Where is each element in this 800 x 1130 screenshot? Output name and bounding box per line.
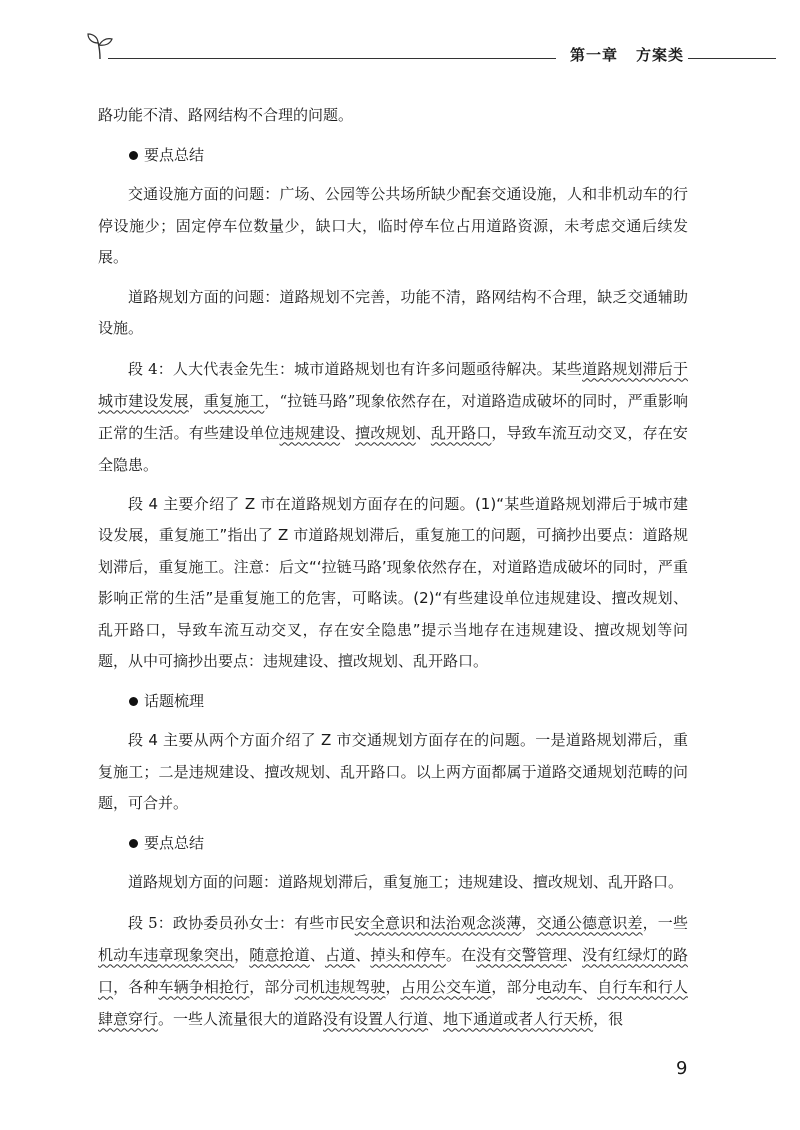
chapter-title: [570, 44, 684, 65]
wavy-underlined-phrase: 交通公德意识差: [536, 913, 643, 932]
wavy-underlined-phrase: 没有交警管理: [476, 945, 568, 964]
paragraph-7: 道路规划方面的问题：道路规划滞后，重复施工；违规建设、擅改规划、乱开路口。: [128, 873, 684, 891]
wavy-underlined-phrase: 违规建设: [279, 423, 341, 442]
wavy-underlined-phrase: 电动车: [536, 977, 583, 996]
quoted-paragraph-5: [98, 907, 688, 1035]
quote-text: 、: [355, 945, 371, 964]
wavy-underlined-phrase: 道路规划滞后于城市建设发展: [98, 359, 688, 410]
quote-text: ，“拉链马路”现象依然存在，对道路造成破坏的同时，严重影响正常的生活。有些建设单位: [98, 391, 688, 442]
section-label: 方案类: [636, 46, 685, 64]
quote-text: ，部分: [249, 977, 295, 996]
bullet-icon: [129, 839, 138, 848]
wavy-underlined-phrase: 重复施工: [203, 391, 265, 410]
wavy-underlined-phrase: 自行车和行人肆意穿行: [98, 977, 688, 1028]
wavy-underlined-phrase: 车辆争相抢行: [158, 977, 250, 996]
quote-text: ，: [521, 913, 537, 932]
paragraph-6: 段 4 主要从两个方面介绍了 Z 市交通规划方面存在的问题。一是道路规划滞后，重复施工；二是违规建设、擅改规划、乱开路口。以上两方面都属于道路交通规划范畴的问题，可合并。: [98, 731, 688, 812]
quote-text: ，导致车流互动交叉，存在安全隐患。: [98, 423, 688, 474]
quote-text: 。在: [446, 945, 477, 964]
quote-text: ，各种: [113, 977, 159, 996]
quote-text: ，部分: [491, 977, 537, 996]
wavy-underlined-phrase: 机动车违章现象突出: [98, 945, 235, 964]
quote-text: 段 4：人大代表金先生：城市道路规划也有许多问题亟待解决。某些: [128, 359, 583, 378]
section-heading-topic: [98, 686, 688, 718]
paragraph-3: 道路规划方面的问题：道路规划不完善，功能不清，路网结构不合理，缺乏交通辅助设施。: [98, 287, 688, 337]
quote-text: 、: [415, 423, 431, 442]
quote-text: 、: [428, 1009, 444, 1028]
heading-text: 话题梳理: [144, 691, 205, 710]
header-rule-left: [108, 58, 556, 59]
quote-text: 、: [309, 945, 325, 964]
wavy-underlined-phrase: 占用公交车道: [400, 977, 492, 996]
quote-text: 。一些人流量很大的道路: [158, 1009, 324, 1028]
quote-text: ，: [385, 977, 401, 996]
bullet-icon: [129, 151, 138, 160]
quote-text: ，一些: [642, 913, 688, 932]
paragraph-1: 路功能不清、路网结构不合理的问题。: [98, 106, 354, 124]
quote-text: ，很: [593, 1009, 624, 1028]
wavy-underlined-phrase: 没有设置人行道: [323, 1009, 429, 1028]
wavy-underlined-phrase: 掉头和停车: [370, 945, 446, 964]
quoted-paragraph-4: [98, 353, 688, 481]
wavy-underlined-phrase: 司机违规驾驶: [294, 977, 386, 996]
quote-text: ，: [234, 945, 250, 964]
wavy-underlined-phrase: 占道: [324, 945, 356, 964]
quote-text: 段 5：政协委员孙女士：有些市民: [128, 913, 355, 932]
page-number: 9: [676, 1058, 688, 1079]
chapter-label: 第一章: [570, 46, 619, 64]
heading-text: 要点总结: [144, 145, 205, 164]
quote-text: 、: [567, 945, 583, 964]
running-header: [86, 30, 776, 70]
wavy-underlined-phrase: 随意抢道: [249, 945, 310, 964]
paragraph-5: 段 4 主要介绍了 Z 市在道路规划方面存在的问题。(1)“某些道路规划滞后于城市建设发展，重复施工”指出了 Z 市道路规划滞后，重复施工的问题，可摘抄出要点：道路规划滞后，重复施工。注意：后文“‘拉链马路’现象依然存在，对道路造成破坏的同时，严重影响正常的生活”是重复施工的危害，可略读。(2)“有些建设单位违规建设、擅改规划、乱开路口，导致车流互动交叉，存在安全隐患”提示当地存在违规建设、擅改规划等问题，从中可摘抄出要点：违规建设、擅改规划、乱开路口。: [98, 494, 688, 670]
bullet-icon: [129, 697, 138, 706]
wavy-underlined-phrase: 擅改规划: [355, 423, 416, 442]
section-heading-summary-1: [98, 140, 688, 172]
quote-text: ，: [188, 391, 204, 410]
header-rule-right: [688, 58, 776, 59]
heading-text: 要点总结: [144, 833, 205, 852]
section-heading-summary-2: [98, 828, 688, 860]
page-body: [98, 100, 688, 1043]
sprout-leaf-icon: [86, 30, 114, 60]
paragraph-2: 交通设施方面的问题：广场、公园等公共场所缺少配套交通设施，人和非机动车的行停设施少；固定停车位数量少，缺口大，临时停车位占用道路资源，未考虑交通后续发展。: [98, 185, 688, 266]
wavy-underlined-phrase: 乱开路口: [430, 423, 492, 442]
quote-text: 、: [582, 977, 598, 996]
wavy-underlined-phrase: 安全意识和法治观念淡薄: [354, 913, 522, 932]
wavy-underlined-phrase: 地下通道或者人行天桥: [443, 1009, 594, 1028]
wavy-underlined-phrase: 没有红绿灯的路口: [98, 945, 688, 996]
quote-text: 、: [340, 423, 356, 442]
